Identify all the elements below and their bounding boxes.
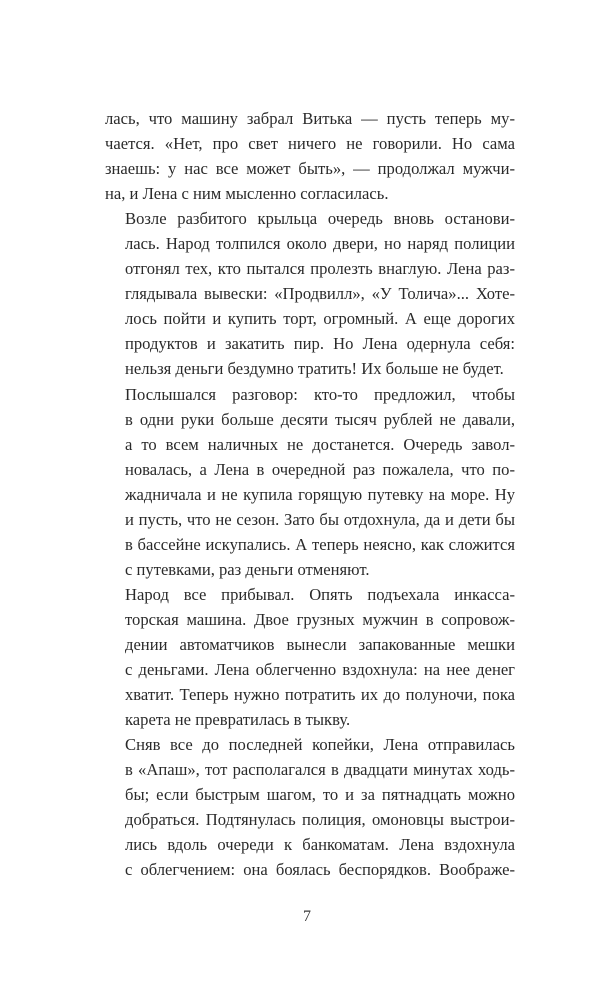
text-line: лась. Народ толпился около двери, но наряд полиции <box>125 234 515 254</box>
text-line: лась, что машину забрал Витька — пусть теперь му- <box>105 109 515 128</box>
text-line: в бассейне искупались. А теперь неясно, как сложится <box>125 534 515 554</box>
paragraph <box>105 582 515 732</box>
text-line: отгонял тех, кто пытался пролезть внаглую. Лена раз- <box>125 259 515 279</box>
text-line: нельзя деньги бездумно тратить! Их больше не будет. <box>125 359 504 379</box>
paragraph <box>105 382 515 582</box>
text-line: знаешь: у нас все может быть», — продолжал мужчи- <box>105 159 515 179</box>
text-line: Послышался разговор: кто-то предложил, чтобы <box>125 384 515 404</box>
text-line: торская машина. Двое грузных мужчин в сопровож- <box>125 609 515 629</box>
page-number: 7 <box>303 908 311 925</box>
text-line: на, и Лена с ним мысленно согласилась. <box>105 184 389 204</box>
text-line: с путевками, раз деньги отменяют. <box>125 559 370 579</box>
text-line: продуктов и закатить пир. Но Лена одернула себя: <box>125 334 515 354</box>
text-line: и пусть, что не сезон. Зато бы отдохнула, да и дети бы <box>125 509 515 529</box>
text-line: с деньгами. Лена облегченно вздохнула: на нее денег <box>125 660 515 680</box>
paragraph <box>105 106 515 206</box>
text-line: в одни руки больше десяти тысяч рублей не давали, <box>125 409 515 429</box>
paragraph <box>105 206 515 381</box>
paragraph <box>105 732 515 882</box>
text-line: добраться. Подтянулась полиция, омоновцы выстрои- <box>125 810 515 830</box>
text-line: жадничала и не купила горящую путевку на море. Ну <box>125 484 515 504</box>
text-line: хватит. Теперь нужно потратить их до полуночи, пока <box>125 685 515 705</box>
text-line: Возле разбитого крыльца очередь вновь останови- <box>125 209 515 229</box>
text-line: чается. «Нет, про свет ничего не говорили. Но сама <box>105 134 515 154</box>
text-line: карета не превратилась в тыкву. <box>125 710 351 730</box>
text-line: бы; если быстрым шагом, то и за пятнадцать можно <box>125 785 515 805</box>
text-line: дении автоматчиков вынесли запакованные мешки <box>125 634 515 654</box>
text-line: лось пойти и купить торт, огромный. А еще дорогих <box>125 309 515 329</box>
text-line: Народ все прибывал. Опять подъехала инкасса- <box>125 584 515 604</box>
body-text <box>105 106 515 882</box>
text-line: лись вдоль очереди к банкоматам. Лена вздохнула <box>125 835 515 855</box>
text-line: а то всем наличных не достанется. Очередь завол- <box>125 434 515 454</box>
text-line: новалась, а Лена в очередной раз пожалела, что по- <box>125 459 515 479</box>
text-line: Сняв все до последней копейки, Лена отправилась <box>125 735 515 755</box>
text-line: в «Апаш», тот располагался в двадцати минутах ходь- <box>125 760 515 780</box>
text-line: глядывала вывески: «Продвилл», «У Толича»... Хоте- <box>125 284 515 304</box>
text-line: с облегчением: она боялась беспорядков. Воображе- <box>125 860 515 880</box>
